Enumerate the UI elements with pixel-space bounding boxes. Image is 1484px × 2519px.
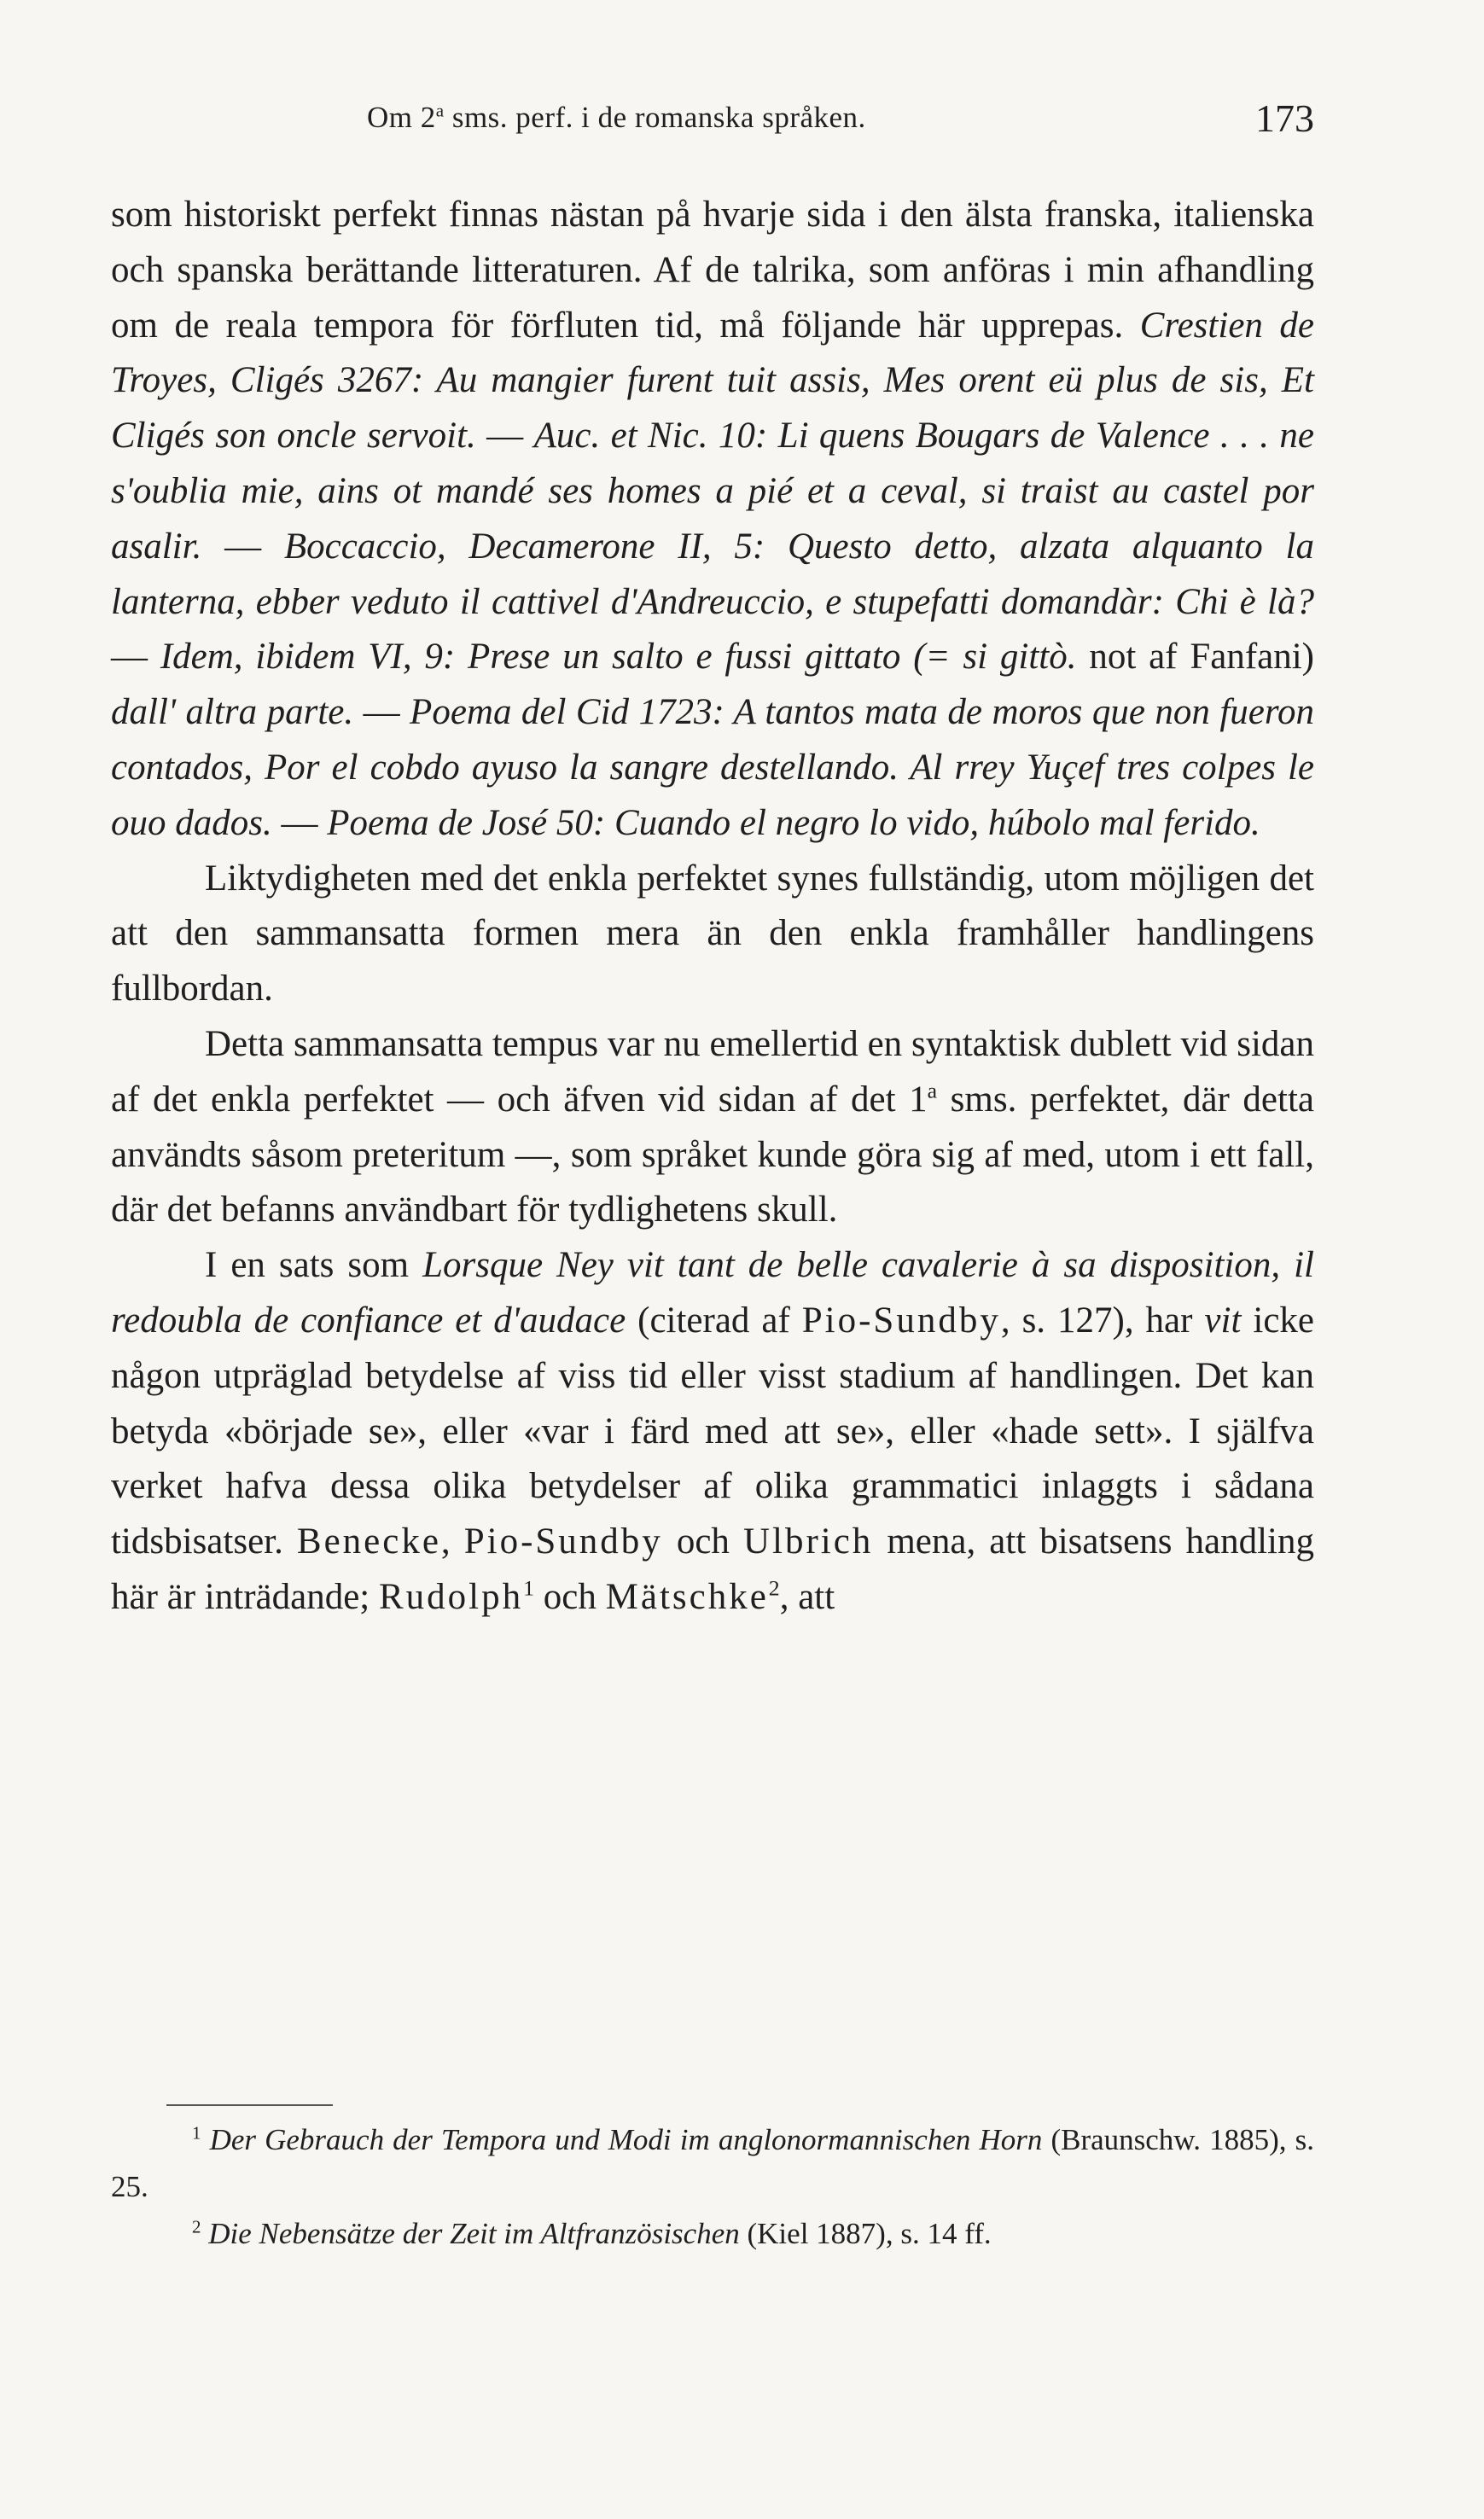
footnotes: [111, 2116, 1314, 2257]
running-head: Om 2$^a$ sms. perf. i de romanska språken.: [367, 100, 866, 134]
footnote-mark: 1: [192, 2122, 201, 2144]
author-name: Mätschke: [605, 1576, 769, 1617]
page-header: [111, 96, 1314, 147]
author-name: Ulbrich: [742, 1521, 874, 1562]
footnote-ref[interactable]: 2: [768, 1575, 780, 1601]
footnote-divider: [166, 2104, 333, 2106]
main-text: [111, 188, 1314, 1626]
footnote: $^1$ Der Gebrauch der Tempora und Modi im anglonormannischen Horn (Braunschw. 1885), s. 25.: [111, 2122, 1315, 2203]
footnote-mark: 2: [192, 2216, 201, 2237]
paragraph-equivalence: Liktydigheten med det enkla perfektet synes fullständig, utom möjligen det att den sammansatta formen mera än den enkla framhåller handlingens fullbordan.: [111, 858, 1314, 1009]
author-name: Rudolph: [378, 1576, 524, 1617]
paragraph-examples: som historiskt perfekt finnas nästan på hvarje sida i den älsta franska, italienska och spanska berättande litteraturen. Af de talrika, som anföras i min afhandling om de reala tempora för förfluten tid, må följande här upprepas. Crestien de Troyes, Cligés 3267: Au mangier furent tuit assis, Mes orent eü plus de sis, Et Cligés son oncle servoit. — Auc. et Nic. 10: Li quens Bougars de Valence . . . ne s'oublia mie, ains ot mandé ses homes a pié et a ceval, si traist au castel por asalir. — Boccaccio, Decamerone II, 5: Questo detto, alzata alquanto la lanterna, ebber veduto il cattivel d'Andreuccio, e stupefatti domandàr: Chi è là? — Idem, ibidem VI, 9: Prese un salto e fussi gittato (= si gittò. not af Fanfani) dall' altra parte. — Poema del Cid 1723: A tantos mata de moros que non fueron contados, Por el cobdo ayuso la sangre destellando. Al rrey Yuçef tres colpes le ouo dados. — Poema de José 50: Cuando el negro lo vido, húbolo mal ferido.: [111, 195, 1315, 843]
author-name: Benecke: [296, 1521, 441, 1562]
author-name: Pio-Sundby: [801, 1300, 1001, 1341]
paragraph-lorsque-example: I en sats som Lorsque Ney vit tant de belle cavalerie à sa disposition, il redoubla de confiance et d'audace (citerad af Pio-Sundby, s. 127), har vit icke någon utpräglad betydelse af viss tid eller visst stadium af handlingen. Det kan betyda «började se», eller «var i färd med att se», eller «hade sett». I själfva verket hafva dessa olika betydelser af olika grammatici inlaggts i sådana tidsbisatser. Benecke, Pio-Sundby och Ulbrich mena, att bisatsens handling här är inträdande; Rudolph$^1$ och Mätschke$^2$, att: [111, 1245, 1315, 1617]
paragraph-syntactic-doublet: Detta sammansatta tempus var nu emellertid en syntaktisk dublett vid sidan af det enkla perfektet — och äfven vid sidan af det 1$^a$ sms. perfektet, där detta användts såsom preteritum —, som språket kunde göra sig af med, utom i ett fall, där det befanns användbart för tydlighetens skull.: [111, 1023, 1314, 1230]
page-number: 173: [1255, 96, 1314, 140]
footnote-ref[interactable]: 1: [523, 1575, 535, 1601]
author-name: Pio-Sundby: [463, 1521, 663, 1562]
footnote: $^2$ Die Nebensätze der Zeit im Altfranzösischen (Kiel 1887), s. 14 ff.: [192, 2216, 992, 2250]
